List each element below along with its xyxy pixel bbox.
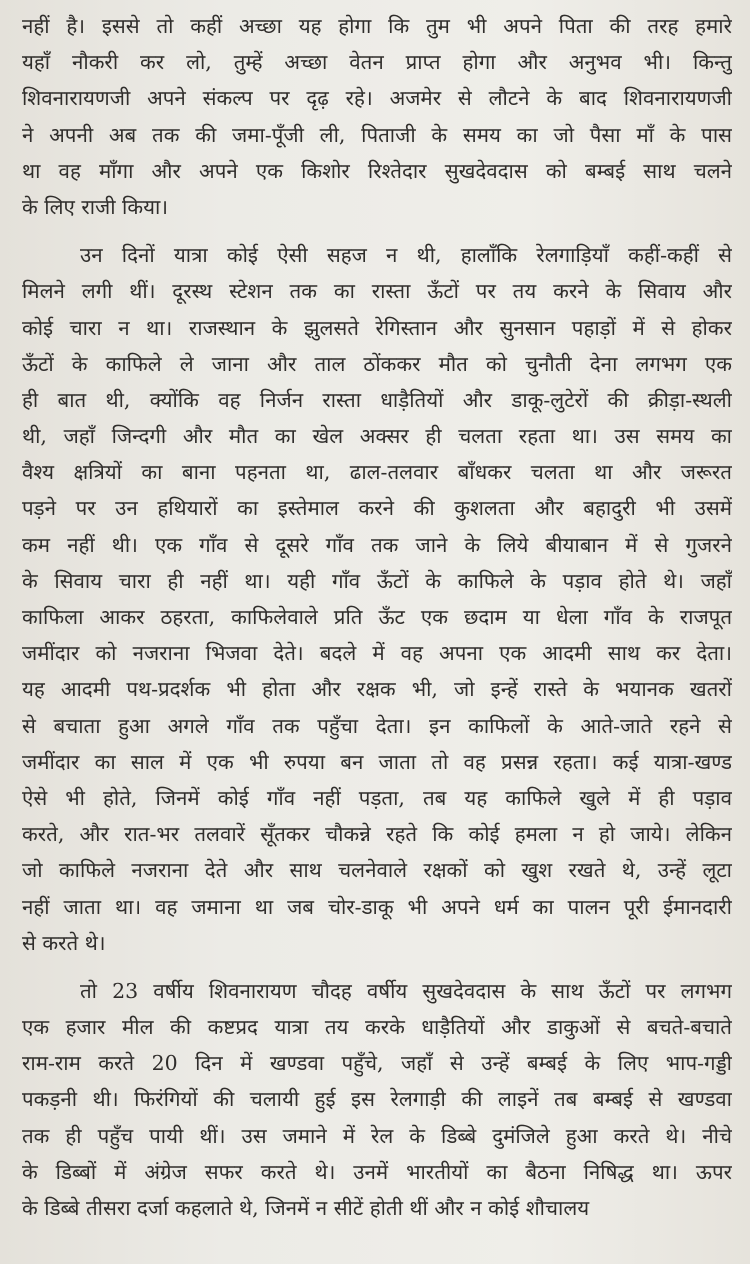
text-line: के सिवाय चारा ही नहीं था। यही गाँव ऊँटों के काफिले के पड़ाव होते थे। जहाँ [22,568,732,593]
text-line: वैश्य क्षत्रियों का बाना पहनता था, ढाल-तलवार बाँधकर चलता था और जरूरत [22,460,732,485]
paragraph [22,237,732,961]
text-line: राम-राम करते 20 दिन में खण्डवा पहुँचे, जहाँ से उन्हें बम्बई के लिए भाप-गड्डी [22,1051,732,1076]
paragraph [22,8,732,225]
text-line: पकड़नी थी। फिरंगियों की चलायी हुई इस रेलगाड़ी की लाइनें तब बम्बई से खण्डवा [22,1087,732,1112]
text-line: कम नहीं थी। एक गाँव से दूसरे गाँव तक जाने के लिये बीयाबान में से गुजरने [22,532,732,557]
text-line: के लिए राजी किया। [22,194,169,219]
text-line: काफिला आकर ठहरता, काफिलेवाले प्रति ऊँट एक छदाम या धेला गाँव के राजपूत [22,605,732,629]
text-line: पड़ने पर उन हथियारों का इस्तेमाल करने की कुशलता और बहादुरी भी उसमें [22,496,732,521]
text-line: ऊँटों के काफिले ले जाना और ताल ठोंककर मौत को चुनौती देना लगभग एक [22,351,732,376]
text-line: नहीं जाता था। वह जमाना था जब चोर-डाकू भी अपने धर्म का पालन पूरी ईमानदारी [22,894,732,919]
text-line: जमींदार को नजराना भिजवा देते। बदले में वह अपना एक आदमी साथ कर देता। [22,641,732,666]
text-line: ऐसे भी होते, जिनमें कोई गाँव नहीं पड़ता, तब यह काफिले खुले में ही पड़ाव [22,785,732,810]
paragraph-gap [22,961,732,973]
text-line: तक ही पहुँच पायी थीं। उस जमाने में रेल के डिब्बे दुमंजिले हुआ करते थे। नीचे [22,1123,732,1148]
text-line: यहाँ नौकरी कर लो, तुम्हें अच्छा वेतन प्राप्त होगा और अनुभव भी। किन्तु [22,50,732,75]
text-line: से करते थे। [22,930,106,955]
text-line: नहीं है। इससे तो कहीं अच्छा यह होगा कि तुम भी अपने पिता की तरह हमारे [22,14,732,38]
paragraph-gap [22,225,732,237]
text-line: था वह माँगा और अपने एक किशोर रिश्तेदार सुखदेवदास को बम्बई साथ चलने [22,158,732,183]
text-line: जो काफिले नजराना देते और साथ चलनेवाले रक्षकों को खुश रखते थे, उन्हें लूटा [22,858,732,883]
text-line: से बचाता हुआ अगले गाँव तक पहुँचा देता। इन काफिलों के आते-जाते रहने से [22,713,732,738]
text-line: के डिब्बों में अंग्रेज सफर करते थे। उनमें भारतीयों का बैठना निषिद्ध था। ऊपर [22,1159,732,1184]
text-line: मिलने लगी थीं। दूरस्थ स्टेशन तक का रास्ता ऊँटों पर तय करने के सिवाय और [22,279,732,304]
text-line: थी, जहाँ जिन्दगी और मौत का खेल अक्सर ही चलता रहता था। उस समय का [22,424,732,449]
text-line: शिवनारायणजी अपने संकल्प पर दृढ़ रहे। अजमेर से लौटने के बाद शिवनारायणजी [22,86,732,111]
text-line: एक हजार मील की कष्टप्रद यात्रा तय करके धाड़ैतियों और डाकुओं से बचते-बचाते [22,1015,732,1040]
text-line: तो 23 वर्षीय शिवनारायण चौदह वर्षीय सुखदेवदास के साथ ऊँटों पर लगभग [80,978,732,1003]
paragraph [22,973,732,1226]
text-line: ने अपनी अब तक की जमा-पूँजी ली, पिताजी के समय का जो पैसा माँ के पास [22,122,732,147]
text-line: करते, और रात-भर तलवारें सूँतकर चौकन्ने रहते कि कोई हमला न हो जाये। लेकिन [22,822,732,847]
text-line: के डिब्बे तीसरा दर्जा कहलाते थे, जिनमें न सीटें होती थीं और न कोई शौचालय [22,1196,590,1220]
text-line: यह आदमी पथ-प्रदर्शक भी होता और रक्षक भी, जो इन्हें रास्ते के भयानक खतरों [22,677,732,702]
text-line: कोई चारा न था। राजस्थान के झुलसते रेगिस्तान और सुनसान पहाड़ों में से होकर [22,315,732,340]
text-line: उन दिनों यात्रा कोई ऐसी सहज न थी, हालाँकि रेलगाड़ियाँ कहीं-कहीं से [80,243,732,268]
text-line: ही बात थी, क्योंकि वह निर्जन रास्ता धाड़ैतियों और डाकू-लुटेरों की क्रीड़ा-स्थली [22,387,732,412]
text-line: जमींदार का साल में एक भी रुपया बन जाता तो वह प्रसन्न रहता। कई यात्रा-खण्ड [22,749,732,774]
